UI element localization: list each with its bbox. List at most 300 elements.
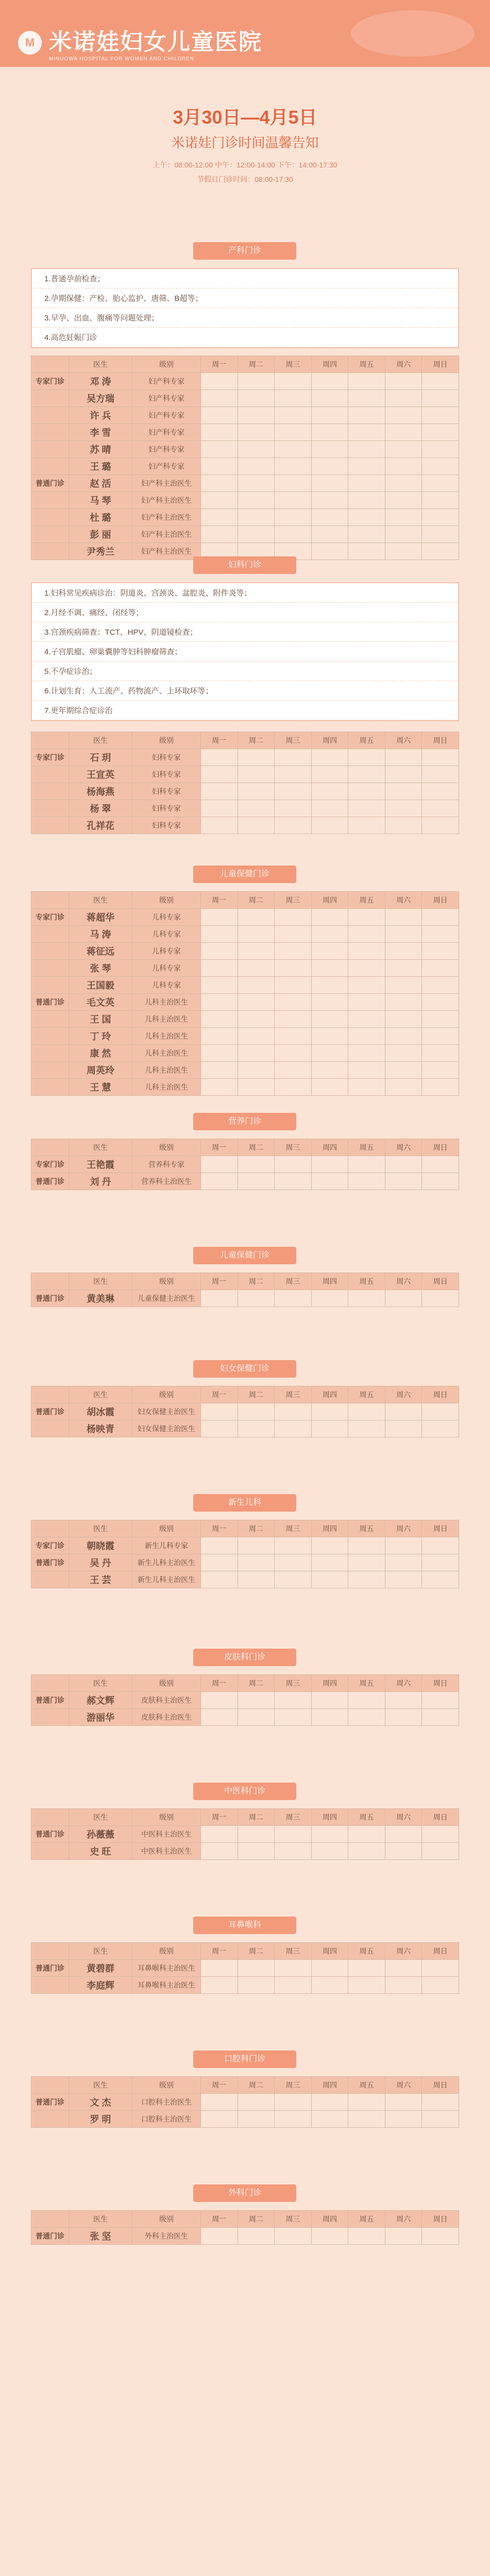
schedule-cell: [275, 1537, 312, 1554]
clinic-type: [31, 1843, 69, 1860]
doctor-level: 妇产科主治医生: [132, 475, 201, 492]
schedule-cell: [238, 960, 275, 977]
schedule-cell: [311, 1420, 348, 1437]
schedule-cell: [422, 1571, 459, 1588]
table-row: [31, 1062, 459, 1079]
schedule-cell: [422, 458, 459, 475]
schedule-cell: [422, 766, 459, 783]
schedule-header-cell: 医生: [69, 732, 132, 749]
women-schedule: [31, 1386, 459, 1437]
schedule-header-cell: 医生: [69, 2077, 132, 2094]
schedule-header-cell: 周三: [275, 1520, 312, 1537]
schedule-cell: [385, 492, 422, 509]
doctor-level: 妇产科主治医生: [132, 509, 201, 526]
schedule-cell: [385, 1173, 422, 1190]
schedule-cell: [275, 1079, 312, 1096]
schedule-cell: [348, 1156, 385, 1173]
schedule-cell: [311, 407, 348, 424]
doctor-level: 儿科主治医生: [132, 1011, 201, 1028]
clinic-type: [31, 1011, 69, 1028]
schedule-header-cell: 周六: [385, 1139, 422, 1156]
schedule-header-cell: 周二: [238, 732, 275, 749]
schedule-cell: [348, 994, 385, 1011]
doctor-name: 杨 翠: [69, 800, 132, 817]
schedule-cell: [422, 909, 459, 926]
table-row: [31, 2228, 459, 2245]
schedule-header-cell: 周五: [348, 1943, 385, 1960]
table-row: [31, 492, 459, 509]
schedule-cell: [238, 909, 275, 926]
schedule-cell: [275, 943, 312, 960]
schedule-cell: [348, 373, 385, 390]
schedule-cell: [422, 1554, 459, 1571]
schedule-cell: [311, 783, 348, 800]
doctor-level: 妇科专家: [132, 800, 201, 817]
schedule-cell: [385, 766, 422, 783]
schedule-header-cell: 周日: [422, 1273, 459, 1290]
schedule-cell: [348, 783, 385, 800]
doctor-name: 杨海燕: [69, 783, 132, 800]
dept-title-nutrition: 营养门诊: [193, 1113, 296, 1130]
schedule-header-cell: 周三: [275, 1139, 312, 1156]
schedule-cell: [238, 1843, 275, 1860]
schedule-cell: [201, 817, 238, 834]
schedule-cell: [275, 1554, 312, 1571]
schedule-cell: [238, 1709, 275, 1726]
doctor-level: 妇产科专家: [132, 441, 201, 458]
table-row: [31, 526, 459, 543]
clinic-type: [31, 766, 69, 783]
table-row: [31, 475, 459, 492]
schedule-cell: [238, 526, 275, 543]
schedule-header-cell: 医生: [69, 1675, 132, 1692]
schedule-header-cell: 周三: [275, 2077, 312, 2094]
schedule-cell: [311, 1826, 348, 1843]
schedule-cell: [422, 1960, 459, 1977]
gyn-notes: [31, 582, 459, 721]
schedule-cell: [385, 800, 422, 817]
doctor-name: 杜 璐: [69, 509, 132, 526]
schedule-cell: [385, 1045, 422, 1062]
schedule-header-cell: 周三: [275, 1943, 312, 1960]
schedule-cell: [275, 509, 312, 526]
schedule-cell: [422, 492, 459, 509]
schedule-cell: [422, 1537, 459, 1554]
doctor-level: 妇产科主治医生: [132, 526, 201, 543]
schedule-cell: [238, 766, 275, 783]
schedule-cell: [275, 766, 312, 783]
schedule-cell: [238, 1062, 275, 1079]
schedule-cell: [311, 1843, 348, 1860]
schedule-header-row: [31, 1273, 459, 1290]
doctor-name: 张 琴: [69, 960, 132, 977]
table-row: [31, 926, 459, 943]
type-header: [31, 1139, 69, 1156]
schedule-cell: [311, 1554, 348, 1571]
doctor-level: 妇产科专家: [132, 424, 201, 441]
note-line: 4.子宫肌瘤、卵巢囊肿等妇科肿瘤筛查；: [32, 642, 458, 662]
schedule-cell: [201, 800, 238, 817]
schedule-cell: [385, 1290, 422, 1307]
table-row: [31, 1537, 459, 1554]
schedule-cell: [422, 475, 459, 492]
schedule-cell: [238, 373, 275, 390]
tcm-schedule: [31, 1808, 459, 1860]
doctor-name: 王 国: [69, 1011, 132, 1028]
schedule-cell: [275, 2094, 312, 2111]
clinic-type: [31, 1977, 69, 1994]
schedule-cell: [275, 1290, 312, 1307]
clinic-type: [31, 1045, 69, 1062]
doctor-name: 王艳霞: [69, 1156, 132, 1173]
clinic-type: 普通门诊: [31, 1692, 69, 1709]
dept-title-obgyn: 产科门诊: [193, 242, 296, 260]
schedule-cell: [348, 943, 385, 960]
schedule-cell: [201, 994, 238, 1011]
schedule-cell: [348, 1173, 385, 1190]
schedule-cell: [201, 441, 238, 458]
schedule-cell: [385, 1011, 422, 1028]
table-row: [31, 458, 459, 475]
schedule-header-cell: 周二: [238, 1809, 275, 1826]
clinic-type: 普通门诊: [31, 1826, 69, 1843]
schedule-header-row: [31, 1139, 459, 1156]
schedule-header-cell: 级别: [132, 1943, 201, 1960]
peds-schedule: [31, 891, 459, 1096]
schedule-header-cell: 周二: [238, 892, 275, 909]
schedule-header-cell: 周日: [422, 2211, 459, 2228]
schedule-cell: [422, 749, 459, 766]
schedule-cell: [311, 1011, 348, 1028]
schedule-cell: [385, 2111, 422, 2128]
clinic-type: 普通门诊: [31, 1554, 69, 1571]
obgyn-schedule: [31, 355, 459, 560]
doctor-level: 儿科主治医生: [132, 994, 201, 1011]
schedule-cell: [311, 2228, 348, 2245]
schedule-header-cell: 周六: [385, 356, 422, 373]
schedule-cell: [275, 1403, 312, 1420]
schedule-cell: [201, 1062, 238, 1079]
schedule-cell: [238, 1692, 275, 1709]
table-row: [31, 1692, 459, 1709]
schedule-cell: [275, 390, 312, 407]
table-row: [31, 1977, 459, 1994]
schedule-cell: [385, 943, 422, 960]
schedule-cell: [422, 800, 459, 817]
schedule-cell: [201, 1045, 238, 1062]
clinic-type: [31, 441, 69, 458]
schedule-cell: [275, 977, 312, 994]
note-line: 7.更年期综合症诊治: [32, 701, 458, 720]
schedule-header-cell: 周五: [348, 1386, 385, 1403]
doctor-name: 石 玥: [69, 749, 132, 766]
note-line: 3.宫颈疾病筛查：TCT、HPV、阴道镜检查；: [32, 622, 458, 642]
schedule-header-cell: 周一: [201, 1675, 238, 1692]
schedule-cell: [348, 1290, 385, 1307]
schedule-cell: [385, 1554, 422, 1571]
schedule-header-cell: 周六: [385, 1675, 422, 1692]
derm-schedule: [31, 1674, 459, 1726]
doctor-name: 文 杰: [69, 2094, 132, 2111]
schedule-cell: [348, 1709, 385, 1726]
schedule-cell: [348, 1045, 385, 1062]
doctor-level: 妇产科主治医生: [132, 492, 201, 509]
schedule-cell: [385, 1977, 422, 1994]
schedule-cell: [275, 2111, 312, 2128]
clinic-type: [31, 526, 69, 543]
schedule-header-cell: 周三: [275, 2211, 312, 2228]
table-row: [31, 1960, 459, 1977]
doctor-name: 蒋征远: [69, 943, 132, 960]
schedule-cell: [422, 960, 459, 977]
schedule-cell: [238, 1156, 275, 1173]
schedule-cell: [275, 1571, 312, 1588]
schedule-cell: [238, 1028, 275, 1045]
doctor-name: 马 琴: [69, 492, 132, 509]
schedule-cell: [311, 1709, 348, 1726]
schedule-cell: [238, 441, 275, 458]
doctor-name: 王宣英: [69, 766, 132, 783]
schedule-header-cell: 周日: [422, 1520, 459, 1537]
schedule-header-cell: 周四: [311, 1520, 348, 1537]
table-row: [31, 424, 459, 441]
schedule-cell: [275, 1420, 312, 1437]
schedule-cell: [311, 1403, 348, 1420]
schedule-header-cell: 周四: [311, 1809, 348, 1826]
schedule-cell: [201, 2228, 238, 2245]
note-line: 3.早孕、出血、腹痛等问题处理；: [32, 308, 458, 328]
schedule-cell: [275, 817, 312, 834]
type-header: [31, 1675, 69, 1692]
schedule-cell: [422, 424, 459, 441]
doctor-level: 营养科主治医生: [132, 1173, 201, 1190]
schedule-cell: [385, 960, 422, 977]
decor-leaf: [351, 10, 475, 57]
doctor-name: 王国毅: [69, 977, 132, 994]
doctor-level: 中医科主治医生: [132, 1826, 201, 1843]
schedule-cell: [348, 2111, 385, 2128]
schedule-cell: [275, 749, 312, 766]
schedule-header-row: [31, 892, 459, 909]
schedule-header-cell: 周二: [238, 1386, 275, 1403]
doctor-name: 史 旺: [69, 1843, 132, 1860]
schedule-cell: [275, 1709, 312, 1726]
schedule-header-cell: 级别: [132, 732, 201, 749]
clinic-type: [31, 2111, 69, 2128]
schedule-header-cell: 周五: [348, 892, 385, 909]
note-line: 5.不孕症诊治；: [32, 662, 458, 681]
schedule-header-cell: 周日: [422, 1675, 459, 1692]
schedule-cell: [275, 994, 312, 1011]
table-row: [31, 1554, 459, 1571]
schedule-cell: [311, 475, 348, 492]
schedule-cell: [422, 1420, 459, 1437]
doctor-level: 耳鼻喉科主治医生: [132, 1960, 201, 1977]
schedule-cell: [422, 2094, 459, 2111]
clinic-type: [31, 1062, 69, 1079]
clinic-type: [31, 1028, 69, 1045]
schedule-cell: [201, 2111, 238, 2128]
schedule-cell: [238, 800, 275, 817]
doctor-level: 新生儿科专家: [132, 1537, 201, 1554]
schedule-cell: [201, 475, 238, 492]
schedule-cell: [311, 543, 348, 560]
schedule-cell: [311, 943, 348, 960]
schedule-cell: [238, 1960, 275, 1977]
schedule-cell: [311, 977, 348, 994]
neonatal-schedule: [31, 1520, 459, 1588]
schedule-cell: [275, 1011, 312, 1028]
schedule-cell: [238, 1420, 275, 1437]
doctor-level: 妇产科主治医生: [132, 543, 201, 560]
schedule-cell: [348, 1420, 385, 1437]
schedule-cell: [422, 543, 459, 560]
doctor-name: 王 慧: [69, 1079, 132, 1096]
schedule-cell: [422, 1062, 459, 1079]
table-row: [31, 1011, 459, 1028]
schedule-header-cell: 周三: [275, 892, 312, 909]
schedule-cell: [348, 492, 385, 509]
schedule-header-cell: 周五: [348, 1675, 385, 1692]
clinic-type: [31, 407, 69, 424]
schedule-cell: [385, 977, 422, 994]
table-row: [31, 800, 459, 817]
schedule-cell: [238, 1571, 275, 1588]
doctor-name: 李 雪: [69, 424, 132, 441]
clinic-type: [31, 926, 69, 943]
clinic-type: 专家门诊: [31, 1156, 69, 1173]
schedule-cell: [238, 509, 275, 526]
clinic-type: 专家门诊: [31, 909, 69, 926]
schedule-cell: [311, 926, 348, 943]
schedule-cell: [422, 390, 459, 407]
table-row: [31, 1843, 459, 1860]
schedule-header-cell: 医生: [69, 1139, 132, 1156]
schedule-header-cell: 周三: [275, 1273, 312, 1290]
schedule-cell: [311, 1290, 348, 1307]
doctor-level: 新生儿科主治医生: [132, 1571, 201, 1588]
schedule-cell: [385, 1960, 422, 1977]
doctor-level: 儿科专家: [132, 909, 201, 926]
doctor-name: 丁 玲: [69, 1028, 132, 1045]
schedule-cell: [238, 1826, 275, 1843]
table-row: [31, 1420, 459, 1437]
schedule-cell: [201, 1011, 238, 1028]
clinic-type: [31, 783, 69, 800]
schedule-cell: [311, 1079, 348, 1096]
schedule-header-cell: 周四: [311, 356, 348, 373]
dept-title-gyn: 妇科门诊: [193, 556, 296, 574]
schedule-cell: [275, 373, 312, 390]
type-header: [31, 2077, 69, 2094]
schedule-cell: [238, 926, 275, 943]
schedule-header-cell: 周六: [385, 1273, 422, 1290]
schedule-cell: [385, 1062, 422, 1079]
schedule-cell: [311, 1692, 348, 1709]
schedule-cell: [422, 526, 459, 543]
schedule-cell: [422, 1011, 459, 1028]
schedule-cell: [238, 994, 275, 1011]
clinic-type: [31, 458, 69, 475]
schedule-header-cell: 医生: [69, 2211, 132, 2228]
schedule-header-cell: 周六: [385, 732, 422, 749]
doctor-name: 康 然: [69, 1045, 132, 1062]
schedule-header-cell: 周五: [348, 356, 385, 373]
schedule-header-cell: 周四: [311, 732, 348, 749]
schedule-header-cell: 周四: [311, 2077, 348, 2094]
doctor-level: 儿科专家: [132, 943, 201, 960]
intro: [62, 103, 428, 184]
schedule-cell: [238, 1977, 275, 1994]
schedule-header-row: [31, 2211, 459, 2228]
schedule-cell: [348, 1977, 385, 1994]
doctor-name: 苏 晴: [69, 441, 132, 458]
table-row: [31, 1028, 459, 1045]
table-row: [31, 943, 459, 960]
schedule-header-row: [31, 1386, 459, 1403]
schedule-cell: [275, 1843, 312, 1860]
schedule-cell: [348, 909, 385, 926]
schedule-cell: [385, 1692, 422, 1709]
doctor-name: 王 璐: [69, 458, 132, 475]
schedule-cell: [201, 1977, 238, 1994]
schedule-cell: [422, 977, 459, 994]
clinic-type: 普通门诊: [31, 2228, 69, 2245]
schedule-cell: [238, 783, 275, 800]
schedule-cell: [422, 1045, 459, 1062]
schedule-cell: [201, 1403, 238, 1420]
schedule-header-row: [31, 1675, 459, 1692]
doctor-level: 营养科专家: [132, 1156, 201, 1173]
schedule-header-cell: 周五: [348, 2077, 385, 2094]
schedule-header-cell: 周三: [275, 1675, 312, 1692]
schedule-cell: [422, 1977, 459, 1994]
schedule-header-cell: 级别: [132, 356, 201, 373]
doctor-level: 外科主治医生: [132, 2228, 201, 2245]
note-line: 6.计划生育：人工流产、药物流产、上环取环等；: [32, 681, 458, 701]
table-row: [31, 1709, 459, 1726]
schedule-cell: [311, 817, 348, 834]
schedule-cell: [238, 1554, 275, 1571]
schedule-cell: [385, 1709, 422, 1726]
schedule-cell: [422, 817, 459, 834]
schedule-header-cell: 周二: [238, 1139, 275, 1156]
schedule-cell: [422, 441, 459, 458]
doctor-name: 孔祥花: [69, 817, 132, 834]
schedule-cell: [348, 1554, 385, 1571]
schedule-cell: [275, 407, 312, 424]
schedule-header-cell: 周四: [311, 892, 348, 909]
schedule-header-cell: 周三: [275, 356, 312, 373]
schedule-header-cell: 周六: [385, 1943, 422, 1960]
schedule-cell: [385, 783, 422, 800]
schedule-header-cell: 医生: [69, 1273, 132, 1290]
schedule-cell: [201, 943, 238, 960]
schedule-cell: [275, 1692, 312, 1709]
doctor-level: 儿科主治医生: [132, 1028, 201, 1045]
schedule-cell: [201, 1571, 238, 1588]
schedule-cell: [348, 424, 385, 441]
schedule-header-cell: 周日: [422, 1943, 459, 1960]
schedule-cell: [348, 1826, 385, 1843]
schedule-header-cell: 周五: [348, 2211, 385, 2228]
schedule-cell: [201, 492, 238, 509]
schedule-cell: [348, 1062, 385, 1079]
doctor-name: 王 芸: [69, 1571, 132, 1588]
surgery-schedule: [31, 2210, 459, 2245]
schedule-cell: [348, 1079, 385, 1096]
schedule-cell: [311, 909, 348, 926]
